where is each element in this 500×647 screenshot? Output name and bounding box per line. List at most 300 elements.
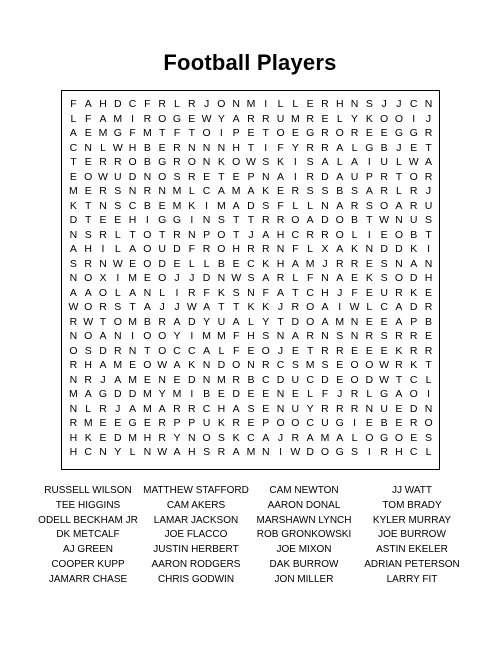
grid-letter: I xyxy=(338,301,342,313)
grid-letter: L xyxy=(292,272,299,284)
grid-letter: N xyxy=(365,243,374,255)
grid-letter: O xyxy=(217,228,226,241)
grid-letter: R xyxy=(261,359,270,371)
grid-letter: B xyxy=(143,141,151,154)
grid-letter: T xyxy=(158,228,166,241)
grid-letter: B xyxy=(351,214,359,226)
grid-letter: L xyxy=(307,243,314,255)
grid-letter: O xyxy=(158,272,167,284)
grid-letter: W xyxy=(157,446,168,458)
grid-letter: R xyxy=(84,257,92,270)
grid-letter: R xyxy=(395,330,403,342)
grid-letter: E xyxy=(321,112,329,125)
grid-letter: A xyxy=(262,228,270,241)
grid-letter: P xyxy=(262,417,270,429)
grid-letter: E xyxy=(425,286,433,299)
word-bank-item: JON MILLER xyxy=(274,573,334,585)
grid-letter: J xyxy=(425,185,432,197)
grid-letter: I xyxy=(116,272,120,284)
word-bank-item: LARRY FIT xyxy=(386,573,438,585)
word-bank-item: JAMARR CHASE xyxy=(48,573,128,585)
grid-letter: J xyxy=(248,228,254,241)
grid-letter: M xyxy=(202,330,211,342)
grid-letter: E xyxy=(277,185,285,197)
grid-letter: E xyxy=(395,417,403,429)
grid-letter: J xyxy=(115,402,121,415)
grid-letter: K xyxy=(217,417,225,429)
grid-letter: N xyxy=(232,98,240,110)
grid-letter: R xyxy=(380,185,388,197)
grid-letter: E xyxy=(380,344,388,357)
grid-letter: E xyxy=(232,170,240,183)
grid-letter: D xyxy=(409,272,418,284)
word-search-grid xyxy=(61,90,440,470)
grid-letter: E xyxy=(158,141,166,154)
word-bank-item: JOE MIXON xyxy=(276,544,332,556)
grid-letter: N xyxy=(69,402,78,415)
grid-letter: C xyxy=(380,301,388,313)
grid-letter: R xyxy=(350,388,359,400)
grid-letter: L xyxy=(336,156,343,168)
grid-letter: S xyxy=(336,330,344,342)
grid-letter: T xyxy=(129,228,136,241)
grid-letter: T xyxy=(188,127,195,139)
grid-letter: C xyxy=(202,402,211,415)
grid-letter: T xyxy=(306,344,314,357)
grid-letter: L xyxy=(70,112,77,125)
grid-letter: K xyxy=(351,243,359,255)
grid-letter: H xyxy=(424,272,433,284)
grid-letter: F xyxy=(321,388,329,400)
grid-letter: R xyxy=(232,373,240,386)
grid-letter: S xyxy=(262,330,270,342)
grid-letter: B xyxy=(217,257,225,270)
grid-letter: A xyxy=(232,402,240,415)
word-bank xyxy=(0,484,500,594)
grid-letter: E xyxy=(217,388,225,400)
grid-letter: E xyxy=(395,402,403,415)
grid-letter: D xyxy=(158,257,166,270)
grid-letter: N xyxy=(84,141,92,154)
grid-letter: I xyxy=(367,156,371,168)
grid-letter: E xyxy=(247,417,255,429)
grid-letter: M xyxy=(335,315,345,328)
grid-letter: R xyxy=(99,156,107,168)
grid-letter: W xyxy=(231,272,242,284)
grid-letter: S xyxy=(321,185,329,197)
grid-letter: D xyxy=(128,170,137,183)
grid-letter: C xyxy=(247,431,255,444)
grid-letter: A xyxy=(395,199,403,212)
grid-letter: T xyxy=(395,170,403,183)
grid-letter: I xyxy=(367,228,371,241)
grid-letter: F xyxy=(306,272,314,284)
grid-letter: A xyxy=(99,330,107,342)
grid-letter: E xyxy=(69,170,77,183)
grid-letter: M xyxy=(128,272,137,284)
grid-letter: E xyxy=(365,315,373,328)
grid-letter: H xyxy=(143,431,152,444)
grid-letter: C xyxy=(69,141,78,154)
grid-letter: S xyxy=(84,344,92,357)
grid-letter: A xyxy=(321,301,329,313)
grid-letter: C xyxy=(202,185,211,197)
grid-letter: F xyxy=(277,141,284,154)
grid-letter: N xyxy=(395,214,403,226)
grid-letter: O xyxy=(217,98,226,110)
grid-letter: G xyxy=(113,127,122,139)
grid-letter: S xyxy=(114,301,122,313)
grid-letter: T xyxy=(232,214,240,226)
grid-letter: N xyxy=(247,359,255,371)
grid-letter: A xyxy=(232,199,240,212)
grid-letter: M xyxy=(246,446,256,458)
grid-letter: S xyxy=(425,431,433,444)
grid-letter: U xyxy=(409,214,418,226)
grid-letter: R xyxy=(173,402,181,415)
grid-letter: X xyxy=(99,272,107,284)
grid-letter: J xyxy=(381,98,387,110)
grid-letter: N xyxy=(128,344,137,357)
word-bank-item: AJ GREEN xyxy=(62,544,113,556)
grid-letter: R xyxy=(335,344,344,357)
word-bank-item: CHRIS GODWIN xyxy=(157,573,235,585)
grid-letter: O xyxy=(158,170,167,183)
grid-letter: L xyxy=(292,199,299,212)
grid-letter: I xyxy=(264,98,268,110)
grid-letter: O xyxy=(143,228,152,241)
grid-letter: F xyxy=(203,286,210,299)
word-bank-item: KYLER MURRAY xyxy=(372,514,452,526)
grid-letter: C xyxy=(409,373,418,386)
grid-letter: P xyxy=(232,127,240,139)
grid-letter: Y xyxy=(114,446,122,458)
grid-letter: M xyxy=(113,359,123,371)
grid-letter: R xyxy=(276,214,285,226)
grid-letter: C xyxy=(173,344,181,357)
grid-letter: N xyxy=(69,272,78,284)
grid-letter: I xyxy=(205,199,209,212)
grid-letter: F xyxy=(277,199,284,212)
grid-letter: O xyxy=(202,127,211,139)
grid-letter: A xyxy=(232,112,240,125)
grid-letter: O xyxy=(424,417,433,429)
grid-letter: E xyxy=(351,272,359,284)
grid-letter: L xyxy=(114,286,121,299)
grid-letter: O xyxy=(276,417,285,429)
grid-letter: G xyxy=(335,446,344,458)
grid-letter: R xyxy=(99,301,107,313)
grid-letter: L xyxy=(366,388,373,400)
grid-letter: O xyxy=(261,344,270,357)
grid-letter: B xyxy=(336,185,344,197)
grid-letter: K xyxy=(365,112,373,125)
word-bank-item: ROB GRONKOWSKI xyxy=(256,529,352,541)
grid-letter: S xyxy=(380,330,388,342)
grid-letter: O xyxy=(276,127,285,139)
grid-letter: A xyxy=(410,257,418,270)
grid-letter: T xyxy=(395,373,403,386)
grid-letter: M xyxy=(69,185,78,197)
grid-letter: H xyxy=(276,257,285,270)
grid-letter: Y xyxy=(351,112,359,125)
grid-letter: J xyxy=(396,98,402,110)
grid-letter: D xyxy=(113,98,122,110)
grid-letter: G xyxy=(394,127,404,139)
grid-letter: K xyxy=(262,257,270,270)
grid-letter: M xyxy=(143,388,152,400)
grid-letter: A xyxy=(365,185,373,197)
word-bank-item: JUSTIN HERBERT xyxy=(153,544,239,556)
grid-letter: R xyxy=(276,272,285,284)
grid-letter: T xyxy=(129,301,136,313)
grid-letter: R xyxy=(187,286,196,299)
grid-letter: N xyxy=(217,272,226,284)
grid-letter: T xyxy=(425,228,432,241)
grid-letter: R xyxy=(173,141,181,154)
grid-letter: K xyxy=(232,431,240,444)
grid-letter: A xyxy=(291,257,299,270)
grid-letter: K xyxy=(84,431,92,444)
grid-letter: L xyxy=(307,388,314,400)
grid-letter: T xyxy=(158,127,166,139)
grid-letter: S xyxy=(217,214,225,226)
grid-letter: N xyxy=(424,98,433,110)
grid-letter: M xyxy=(98,127,108,139)
grid-letter: C xyxy=(276,359,285,371)
grid-letter: H xyxy=(69,431,78,444)
grid-letter: E xyxy=(380,127,388,139)
grid-letter: Y xyxy=(262,315,270,328)
grid-letter: A xyxy=(336,170,344,183)
grid-letter: O xyxy=(365,431,374,444)
grid-letter: B xyxy=(380,417,388,429)
grid-letter: I xyxy=(279,446,283,458)
grid-letter: C xyxy=(409,446,418,458)
grid-letter: E xyxy=(425,330,433,342)
grid-letter: U xyxy=(276,112,285,125)
word-bank-item: ADRIAN PETERSON xyxy=(364,558,460,570)
grid-letter: K xyxy=(410,243,418,255)
grid-letter: N xyxy=(350,315,359,328)
grid-letter: M xyxy=(320,431,330,444)
word-bank-item: MARSHAWN LYNCH xyxy=(256,514,352,526)
grid-letter: L xyxy=(292,98,299,110)
grid-letter: S xyxy=(306,185,314,197)
grid-letter: U xyxy=(113,170,122,183)
grid-letter: H xyxy=(99,98,107,110)
grid-letter: I xyxy=(190,214,194,226)
grid-letter: B xyxy=(247,373,255,386)
grid-letter: M xyxy=(216,330,226,342)
grid-letter: F xyxy=(232,344,240,357)
grid-letter: O xyxy=(394,112,404,125)
grid-letter: R xyxy=(173,228,181,241)
grid-letter: F xyxy=(188,243,195,255)
grid-letter: W xyxy=(408,156,419,168)
grid-letter: Y xyxy=(203,315,211,328)
grid-letter: O xyxy=(143,257,152,270)
grid-letter: N xyxy=(187,141,196,154)
grid-letter: I xyxy=(353,417,356,429)
grid-letter: N xyxy=(321,272,329,284)
grid-letter: T xyxy=(70,156,77,168)
grid-letter: L xyxy=(396,156,402,168)
grid-letter: L xyxy=(351,141,358,154)
grid-letter: I xyxy=(264,141,268,154)
grid-letter: R xyxy=(187,402,196,415)
grid-letter: U xyxy=(380,402,388,415)
grid-letter: D xyxy=(217,359,226,371)
grid-letter: A xyxy=(203,301,211,313)
grid-letter: W xyxy=(201,112,212,125)
word-bank-item: TOM BRADY xyxy=(382,499,442,511)
grid-letter: R xyxy=(424,344,433,357)
grid-letter: H xyxy=(128,141,137,154)
grid-letter: C xyxy=(247,257,255,270)
grid-letter: G xyxy=(128,417,137,429)
word-bank-item: JJ WATT xyxy=(392,485,432,496)
grid-letter: O xyxy=(84,301,93,313)
grid-letter: Y xyxy=(173,431,181,444)
grid-letter: E xyxy=(84,156,92,168)
grid-letter: O xyxy=(84,272,93,284)
grid-letter: N xyxy=(202,141,211,154)
grid-letter: R xyxy=(69,359,78,371)
grid-letter: P xyxy=(410,315,418,328)
grid-letter: D xyxy=(291,315,300,328)
grid-letter: G xyxy=(172,214,182,226)
grid-letter: K xyxy=(410,286,418,299)
grid-letter: S xyxy=(291,359,299,371)
grid-letter: H xyxy=(232,141,240,154)
word-bank-item: ASTIN EKELER xyxy=(376,544,448,556)
grid-letter: M xyxy=(128,315,137,328)
grid-letter: A xyxy=(69,243,77,255)
grid-letter: E xyxy=(351,344,359,357)
grid-letter: H xyxy=(232,243,240,255)
grid-letter: R xyxy=(217,446,226,458)
grid-letter: O xyxy=(143,359,152,371)
grid-letter: A xyxy=(84,286,92,299)
grid-letter: J xyxy=(277,344,284,357)
grid-letter: L xyxy=(425,446,432,458)
grid-letter: R xyxy=(306,112,314,125)
grid-letter: O xyxy=(217,243,226,255)
grid-letter: C xyxy=(291,228,300,241)
grid-letter: E xyxy=(99,431,107,444)
word-bank-item: COOPER KUPP xyxy=(51,558,125,570)
grid-letter: D xyxy=(99,344,107,357)
grid-letter: R xyxy=(306,170,314,183)
grid-letter: O xyxy=(409,388,418,400)
grid-letter: H xyxy=(187,446,196,458)
grid-letter: E xyxy=(306,98,314,110)
grid-letter: D xyxy=(395,243,403,255)
grid-letter: O xyxy=(158,330,167,342)
grid-letter: U xyxy=(291,373,300,386)
grid-letter: S xyxy=(365,98,373,110)
grid-letter: S xyxy=(321,359,329,371)
grid-letter: A xyxy=(395,301,403,313)
grid-letter: B xyxy=(203,388,211,400)
grid-letter: W xyxy=(157,359,168,371)
grid-letter: K xyxy=(262,185,270,197)
grid-letter: R xyxy=(409,417,418,429)
grid-letter: O xyxy=(202,431,211,444)
grid-letter: Y xyxy=(173,330,181,342)
grid-letter: R xyxy=(187,98,196,110)
grid-letter: E xyxy=(262,388,270,400)
grid-letter: S xyxy=(365,199,373,212)
grid-letter: G xyxy=(158,214,167,226)
grid-letter: O xyxy=(394,431,404,444)
grid-letter: Y xyxy=(158,388,166,400)
grid-letter: T xyxy=(144,344,151,357)
grid-letter: F xyxy=(144,98,151,110)
grid-letter: M xyxy=(231,185,241,197)
grid-letter: O xyxy=(128,156,137,168)
grid-letter: S xyxy=(425,214,433,226)
grid-letter: H xyxy=(217,402,226,415)
grid-letter: H xyxy=(247,330,255,342)
grid-letter: E xyxy=(99,417,107,429)
grid-letter: R xyxy=(291,431,300,444)
grid-letter: J xyxy=(159,301,165,313)
grid-letter: A xyxy=(173,315,181,328)
grid-letter: G xyxy=(365,141,374,154)
grid-letter: L xyxy=(248,315,254,328)
grid-letter: M xyxy=(216,199,226,212)
grid-letter: C xyxy=(261,373,270,386)
grid-letter: R xyxy=(113,156,122,168)
grid-letter: N xyxy=(128,185,137,197)
grid-letter: R xyxy=(69,417,78,429)
grid-letter: A xyxy=(158,402,166,415)
grid-letter: E xyxy=(336,359,344,371)
grid-letter: N xyxy=(99,199,107,212)
grid-letter: D xyxy=(365,373,374,386)
grid-letter: H xyxy=(84,359,92,371)
grid-letter: N xyxy=(69,330,78,342)
grid-letter: M xyxy=(172,199,182,212)
grid-letter: D xyxy=(321,373,329,386)
grid-letter: A xyxy=(173,359,181,371)
grid-letter: O xyxy=(291,214,300,226)
grid-letter: D xyxy=(409,402,418,415)
grid-letter: H xyxy=(321,286,329,299)
grid-letter: B xyxy=(410,228,418,241)
grid-letter: R xyxy=(395,359,403,371)
grid-letter: K xyxy=(410,359,418,371)
grid-letter: D xyxy=(380,243,388,255)
grid-letter: G xyxy=(409,127,418,139)
grid-letter: B xyxy=(143,156,151,168)
grid-letter: N xyxy=(202,214,211,226)
grid-letter: E xyxy=(291,388,299,400)
grid-letter: A xyxy=(262,272,270,284)
grid-letter: R xyxy=(158,431,166,444)
grid-letter: R xyxy=(306,141,314,154)
grid-letter: A xyxy=(321,156,329,168)
word-bank-item: RUSSELL WILSON xyxy=(44,485,132,496)
grid-letter: U xyxy=(380,156,388,168)
grid-letter: A xyxy=(262,431,270,444)
grid-letter: I xyxy=(190,388,194,400)
grid-letter: C xyxy=(306,373,314,386)
grid-letter: R xyxy=(113,344,122,357)
grid-letter: N xyxy=(276,402,285,415)
